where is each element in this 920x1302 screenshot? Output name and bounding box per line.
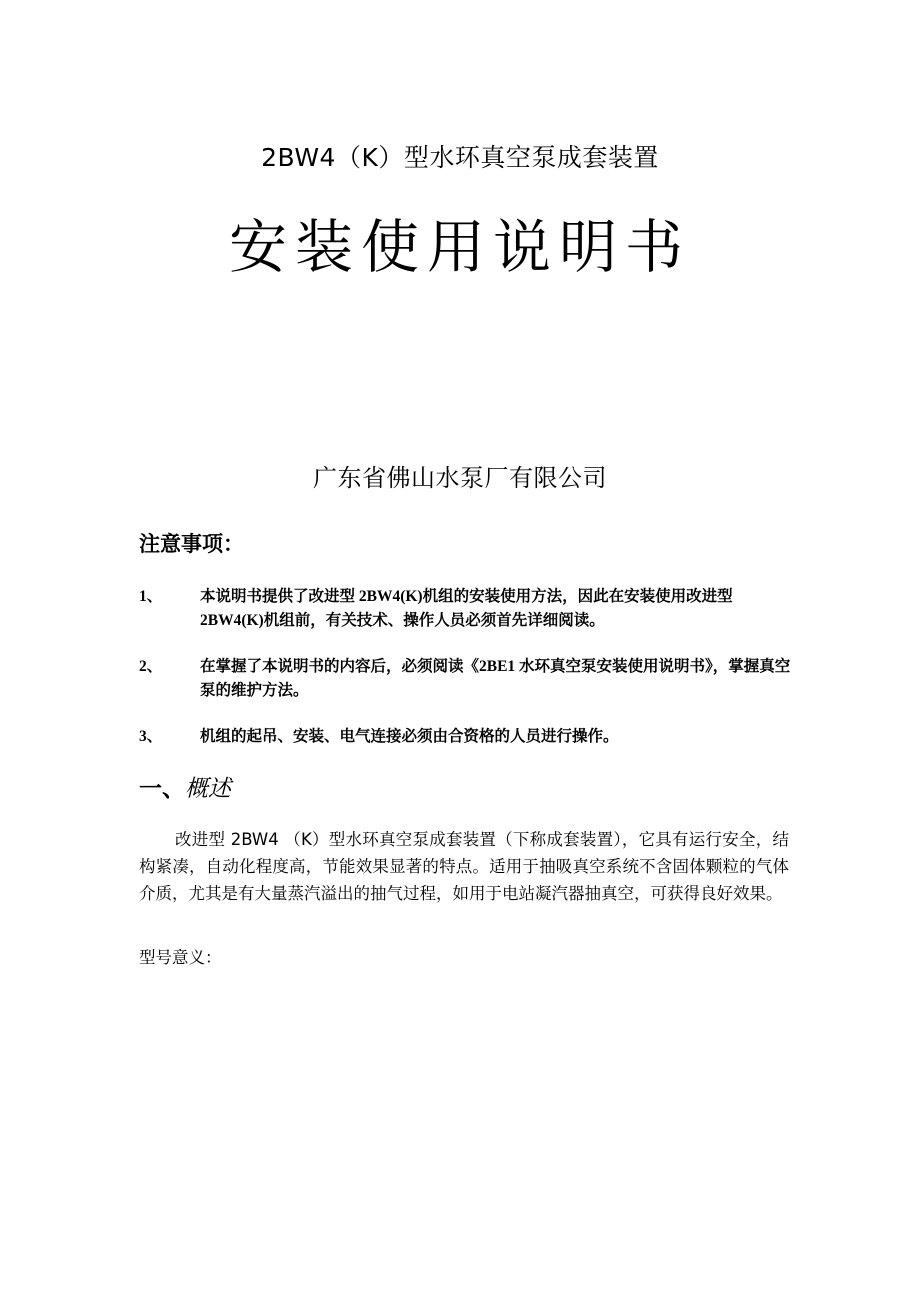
overview-paragraph: 改进型 2BW4 （K）型水环真空泵成套装置（下称成套装置），它具有运行安全，结构紧凑，自动化程度高，节能效果显著的特点。适用于抽吸真空系统不含固体颗粒的气体介质，尤其是有大量蒸汽溢出的抽气过程，如用于电站凝汽器抽真空，可获得良好效果。 bbox=[139, 830, 789, 903]
notice-item-text: 在掌握了本说明书的内容后，必须阅读《2BE1 水环真空泵安装使用说明书》，掌握真空泵的维护方法。 bbox=[200, 658, 791, 699]
notice-item bbox=[139, 725, 799, 749]
document-title: 安装使用说明书 bbox=[228, 213, 691, 281]
company-name: 广东省佛山水泵厂有限公司 bbox=[313, 464, 607, 492]
notice-item-number: 1、 bbox=[139, 588, 163, 605]
overview-heading bbox=[139, 770, 231, 803]
model-meaning-label: 型号意义： bbox=[139, 948, 222, 967]
notice-item bbox=[139, 655, 799, 703]
notice-item bbox=[139, 585, 799, 633]
notice-item-text: 机组的起吊、安装、电气连接必须由合资格的人员进行操作。 bbox=[200, 728, 619, 745]
document-subtitle: 2BW4（K）型水环真空泵成套装置 bbox=[261, 143, 659, 172]
overview-heading-number: 一、 bbox=[139, 776, 185, 802]
notice-list bbox=[139, 585, 799, 771]
notice-heading: 注意事项： bbox=[139, 532, 244, 556]
notice-item-number: 2、 bbox=[139, 658, 163, 675]
overview-heading-text: 概述 bbox=[185, 776, 231, 802]
notice-item-text: 本说明书提供了改进型 2BW4(K)机组的安装使用方法，因此在安装使用改进型 2BW4(K)机组前，有关技术、操作人员必须首先详细阅读。 bbox=[200, 588, 733, 629]
notice-item-number: 3、 bbox=[139, 728, 163, 745]
